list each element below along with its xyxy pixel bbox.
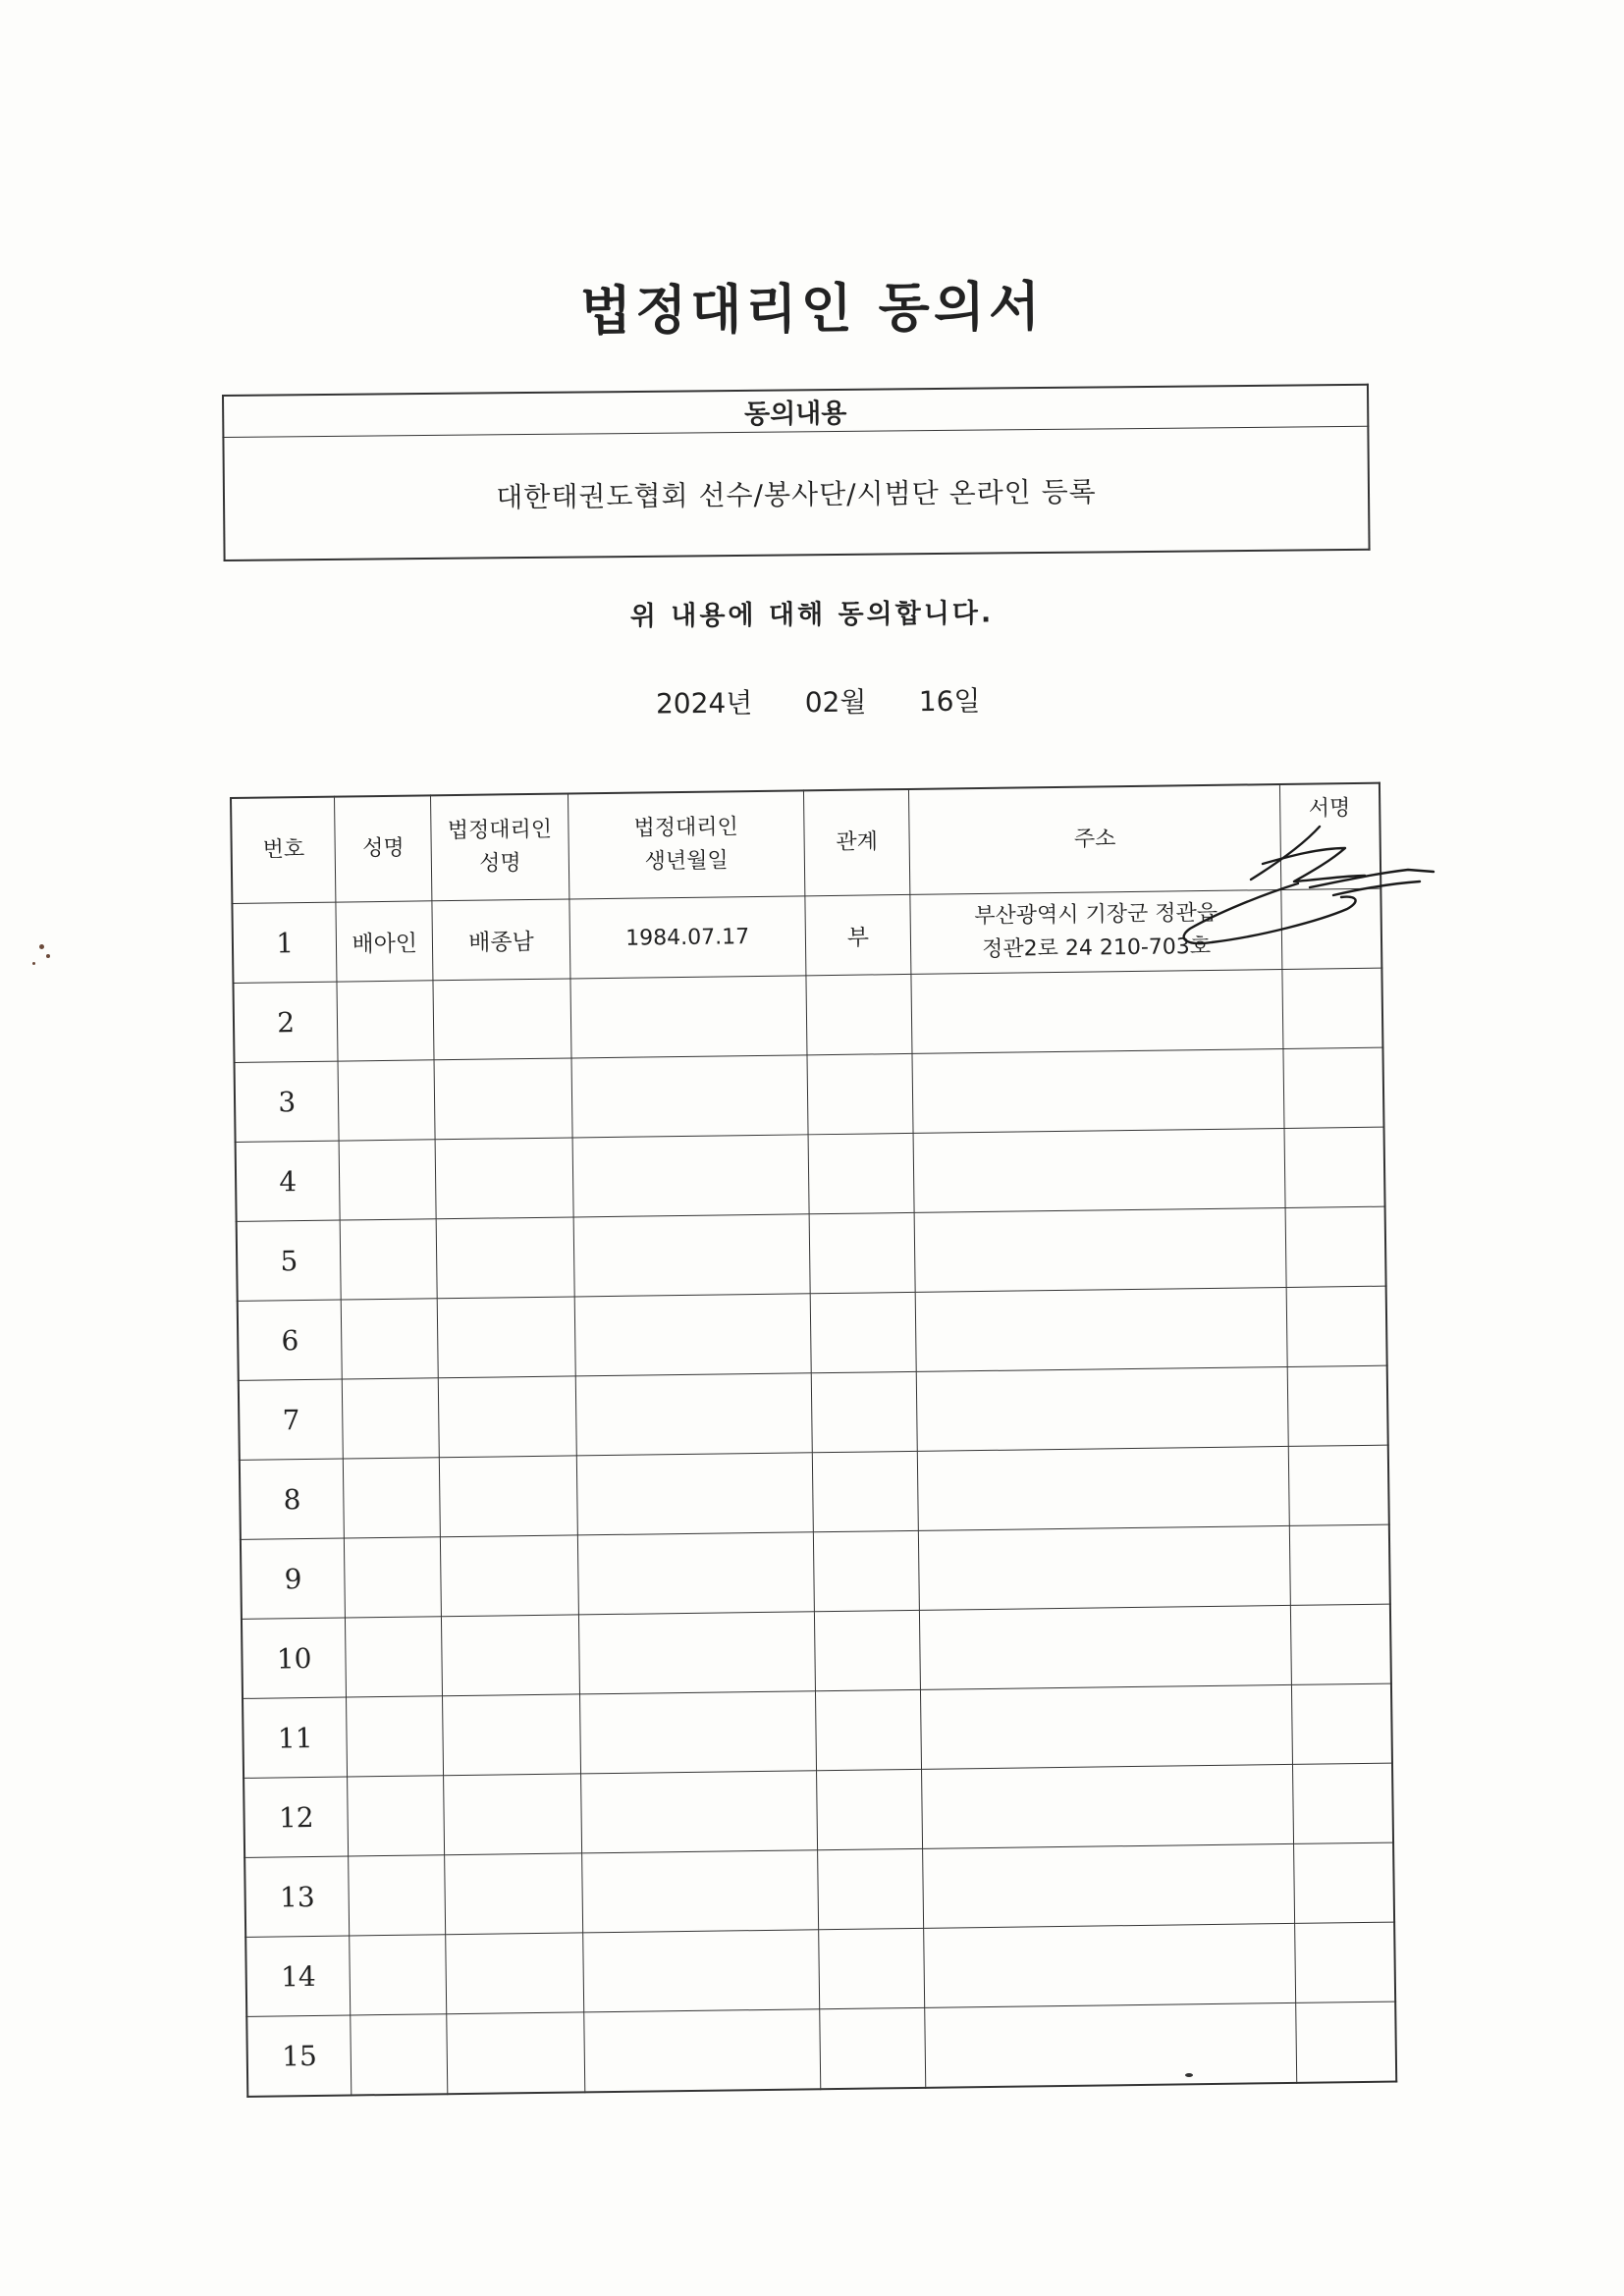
cell-guardian-name <box>437 1297 575 1378</box>
table-row <box>243 1683 1392 1778</box>
cell-name <box>338 1060 435 1141</box>
cell-signature <box>1293 1842 1394 1923</box>
cell-relation <box>813 1530 920 1611</box>
scan-speck <box>39 944 44 949</box>
cell-name <box>350 1935 447 2015</box>
cell-address-line2: 정관2로 24 210-703호 <box>981 934 1212 962</box>
table-row <box>244 1842 1394 1937</box>
cell-num: 8 <box>240 1459 345 1539</box>
cell-address-line1: 부산광역시 기장군 정관읍 <box>974 900 1218 930</box>
cell-guardian-birth <box>581 1850 818 1933</box>
header-address: 주소 <box>909 784 1281 894</box>
table-row <box>242 1604 1391 1698</box>
guardian-roster-table <box>230 782 1397 2098</box>
scan-speck <box>1185 2073 1193 2077</box>
guardian-roster <box>230 782 1397 2098</box>
consent-date <box>656 680 981 722</box>
header-name: 성명 <box>335 795 432 902</box>
cell-guardian-name <box>446 1933 584 2014</box>
cell-signature <box>1284 1127 1385 1207</box>
cell-relation <box>808 1133 915 1213</box>
cell-guardian-birth <box>579 1691 816 1774</box>
table-row <box>236 1127 1385 1221</box>
cell-address <box>916 1287 1287 1371</box>
header-relation: 관계 <box>803 789 910 896</box>
cell-name <box>349 1855 446 1936</box>
cell-name <box>339 1140 436 1220</box>
cell-name <box>337 981 434 1061</box>
cell-signature <box>1285 1206 1386 1287</box>
cell-num: 3 <box>235 1061 340 1142</box>
cell-guardian-name <box>436 1217 574 1299</box>
cell-address <box>922 1764 1293 1848</box>
cell-signature <box>1291 1683 1392 1764</box>
date-day: 16일 <box>918 684 981 719</box>
cell-name <box>345 1537 442 1618</box>
cell-address <box>919 1525 1290 1610</box>
cell-relation <box>810 1292 917 1372</box>
cell-guardian-name <box>433 979 571 1060</box>
cell-guardian-name: 배종남 <box>432 899 570 981</box>
cell-signature <box>1282 968 1383 1048</box>
cell-name <box>344 1458 441 1538</box>
cell-relation <box>807 1053 914 1134</box>
table-row <box>245 1922 1395 2016</box>
cell-guardian-birth <box>577 1532 814 1615</box>
cell-address <box>924 1923 1295 2007</box>
cell-guardian-name <box>444 1774 582 1855</box>
cell-name <box>343 1378 440 1459</box>
cell-guardian-name <box>435 1138 573 1219</box>
header-guardian-name-line2: 성명 <box>478 851 521 877</box>
table-row <box>233 968 1382 1062</box>
cell-address <box>914 1207 1285 1292</box>
cell-relation <box>812 1451 919 1531</box>
cell-relation <box>818 1928 925 2008</box>
cell-signature <box>1288 1445 1389 1525</box>
cell-num: 6 <box>238 1300 343 1380</box>
cell-address <box>921 1684 1292 1769</box>
consent-content-box <box>222 384 1371 561</box>
cell-guardian-birth <box>574 1294 811 1376</box>
cell-name <box>351 2014 448 2096</box>
table-row <box>246 2002 1396 2097</box>
table-row <box>235 1047 1384 1142</box>
cell-guardian-birth <box>573 1214 810 1297</box>
cell-guardian-birth <box>584 2009 821 2093</box>
cell-relation <box>811 1371 918 1452</box>
header-signature: 서명 <box>1279 783 1380 890</box>
cell-guardian-birth <box>583 1930 820 2012</box>
cell-num: 12 <box>244 1777 349 1857</box>
cell-relation: 부 <box>804 894 911 975</box>
cell-guardian-birth <box>580 1771 817 1853</box>
header-num: 번호 <box>231 797 336 904</box>
cell-guardian-name <box>439 1456 577 1537</box>
table-row <box>244 1763 1393 1857</box>
cell-address <box>917 1366 1288 1451</box>
cell-signature <box>1290 1604 1391 1684</box>
cell-guardian-name <box>434 1058 572 1140</box>
cell-name <box>347 1696 444 1777</box>
cell-address <box>911 969 1282 1053</box>
cell-signature <box>1289 1524 1390 1605</box>
cell-relation <box>809 1212 916 1293</box>
cell-guardian-name <box>441 1535 579 1617</box>
table-row <box>240 1445 1389 1539</box>
cell-num: 11 <box>243 1697 348 1778</box>
header-guardian-name-line1: 법정대리인 <box>447 817 553 844</box>
header-guardian-birth-line2: 생년월일 <box>644 848 729 875</box>
cell-num: 7 <box>239 1379 344 1460</box>
cell-address <box>912 1048 1283 1133</box>
cell-name: 배아인 <box>336 901 433 982</box>
cell-name <box>348 1776 445 1856</box>
consent-content: 대한태권도협회 선수/봉사단/시범단 온라인 등록 <box>223 426 1369 561</box>
cell-num: 13 <box>244 1856 350 1937</box>
table-row <box>237 1206 1386 1301</box>
cell-guardian-name <box>445 1853 583 1935</box>
document-title: 법정대리인 동의서 <box>579 275 1045 343</box>
cell-num: 4 <box>236 1141 341 1221</box>
cell-relation <box>816 1769 923 1849</box>
date-year: 2024년 <box>655 686 753 721</box>
cell-guardian-birth <box>572 1135 809 1217</box>
cell-signature <box>1295 2002 1396 2083</box>
cell-address <box>913 1128 1284 1212</box>
date-month: 02월 <box>804 685 867 720</box>
cell-signature <box>1283 1047 1384 1128</box>
cell-relation <box>815 1689 922 1770</box>
cell-signature <box>1292 1763 1393 1843</box>
cell-relation <box>817 1848 924 1929</box>
cell-relation <box>806 974 913 1054</box>
cell-signature <box>1294 1922 1395 2002</box>
cell-signature <box>1286 1286 1387 1366</box>
cell-name <box>340 1219 437 1300</box>
cell-address <box>920 1605 1291 1689</box>
cell-guardian-birth: 1984.07.17 <box>569 896 806 979</box>
table-row <box>238 1286 1387 1380</box>
header-guardian-birth <box>568 790 804 899</box>
scan-speck <box>46 954 50 958</box>
cell-address <box>925 2002 1296 2087</box>
table-row <box>241 1524 1390 1619</box>
header-guardian-name <box>431 793 569 900</box>
cell-num: 2 <box>233 982 338 1062</box>
cell-num: 5 <box>237 1220 342 1301</box>
cell-num: 9 <box>241 1538 346 1619</box>
header-guardian-birth-line1: 법정대리인 <box>633 815 738 841</box>
roster-body <box>232 888 1396 2097</box>
cell-guardian-name <box>447 2012 585 2094</box>
cell-address <box>918 1446 1289 1530</box>
cell-relation <box>814 1610 921 1690</box>
cell-guardian-birth <box>571 1055 808 1138</box>
handwritten-signature-icon <box>1172 819 1457 952</box>
cell-relation <box>819 2007 926 2089</box>
agree-statement: 위 내용에 대해 동의합니다. <box>629 598 995 632</box>
cell-name <box>342 1299 439 1379</box>
cell-guardian-birth <box>578 1612 815 1694</box>
cell-num: 14 <box>245 1936 351 2016</box>
scan-speck <box>32 962 35 965</box>
cell-guardian-name <box>442 1615 580 1696</box>
cell-guardian-name <box>438 1376 576 1458</box>
cell-guardian-name <box>443 1694 581 1776</box>
cell-name <box>346 1617 443 1697</box>
consent-content-table <box>222 384 1371 561</box>
consent-header: 동의내용 <box>223 385 1368 438</box>
cell-guardian-birth <box>575 1373 812 1456</box>
cell-num: 10 <box>242 1618 347 1698</box>
cell-num: 15 <box>246 2015 352 2097</box>
table-row <box>239 1365 1388 1460</box>
cell-guardian-birth <box>576 1453 813 1535</box>
cell-num: 1 <box>232 902 337 983</box>
cell-guardian-birth <box>570 976 807 1058</box>
cell-address <box>923 1843 1294 1928</box>
cell-signature <box>1287 1365 1388 1446</box>
